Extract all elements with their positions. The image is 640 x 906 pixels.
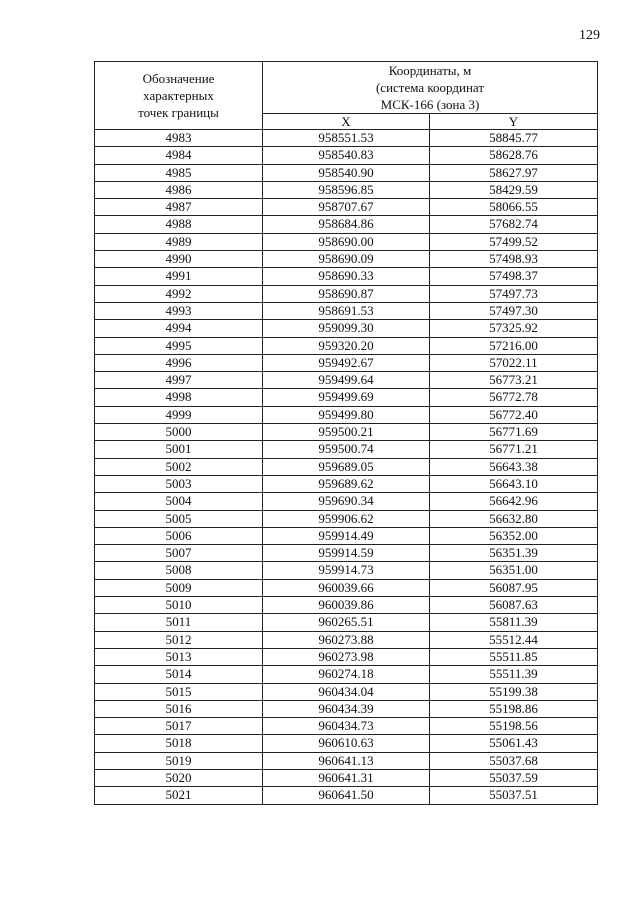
table-row (95, 718, 598, 735)
y-coordinate-cell: 56351.00 (430, 562, 598, 579)
y-coordinate-cell: 58845.77 (430, 130, 598, 147)
x-coordinate-cell: 958551.53 (263, 130, 430, 147)
table-row (95, 735, 598, 752)
y-coordinate-cell: 56643.10 (430, 475, 598, 492)
x-coordinate-cell: 960434.73 (263, 718, 430, 735)
table-row (95, 181, 598, 198)
point-id-cell: 5017 (95, 718, 263, 735)
x-coordinate-cell: 960039.86 (263, 597, 430, 614)
x-coordinate-cell: 959500.21 (263, 424, 430, 441)
x-coordinate-cell: 959689.62 (263, 475, 430, 492)
coord-header-line-1: Координаты, м (388, 63, 472, 78)
table-row (95, 562, 598, 579)
point-id-cell: 4995 (95, 337, 263, 354)
x-coordinate-cell: 958540.83 (263, 147, 430, 164)
x-coordinate-cell: 960641.50 (263, 787, 430, 804)
point-id-cell: 4992 (95, 285, 263, 302)
y-coordinate-cell: 55037.51 (430, 787, 598, 804)
point-id-cell: 5019 (95, 752, 263, 769)
point-id-cell: 4997 (95, 372, 263, 389)
point-id-cell: 4990 (95, 251, 263, 268)
table-row (95, 285, 598, 302)
table-row (95, 424, 598, 441)
point-id-cell: 5015 (95, 683, 263, 700)
y-coordinate-cell: 57216.00 (430, 337, 598, 354)
y-coordinate-cell: 56087.63 (430, 597, 598, 614)
table-row (95, 354, 598, 371)
point-id-cell: 5021 (95, 787, 263, 804)
x-coordinate-cell: 959690.34 (263, 493, 430, 510)
table-row (95, 302, 598, 319)
x-coordinate-cell: 959499.69 (263, 389, 430, 406)
table-row (95, 597, 598, 614)
x-coordinate-cell: 959099.30 (263, 320, 430, 337)
y-coordinate-cell: 56771.21 (430, 441, 598, 458)
table-row (95, 216, 598, 233)
point-id-cell: 5014 (95, 666, 263, 683)
x-coordinate-cell: 958540.90 (263, 164, 430, 181)
y-coordinate-cell: 57022.11 (430, 354, 598, 371)
point-id-cell: 5016 (95, 700, 263, 717)
y-coordinate-cell: 56642.96 (430, 493, 598, 510)
y-coordinate-cell: 57497.30 (430, 302, 598, 319)
y-coordinate-cell: 55512.44 (430, 631, 598, 648)
point-header-line-3: точек границы (138, 105, 219, 120)
table-row (95, 631, 598, 648)
page-number: 129 (579, 28, 600, 43)
y-coordinate-cell: 55199.38 (430, 683, 598, 700)
y-coordinate-cell: 55511.85 (430, 648, 598, 665)
table-row (95, 199, 598, 216)
table-row (95, 337, 598, 354)
point-id-cell: 5003 (95, 475, 263, 492)
y-coordinate-cell: 57498.93 (430, 251, 598, 268)
y-coordinate-cell: 57682.74 (430, 216, 598, 233)
table-row (95, 406, 598, 423)
y-coordinate-cell: 55198.56 (430, 718, 598, 735)
table-row (95, 233, 598, 250)
x-coordinate-cell: 958690.33 (263, 268, 430, 285)
point-id-cell: 4989 (95, 233, 263, 250)
x-coordinate-cell: 959914.49 (263, 527, 430, 544)
point-id-cell: 4988 (95, 216, 263, 233)
coord-header-line-3: МСК-166 (зона 3) (380, 97, 480, 112)
x-coordinate-cell: 958691.53 (263, 302, 430, 319)
x-coordinate-cell: 958690.00 (263, 233, 430, 250)
point-id-cell: 4998 (95, 389, 263, 406)
y-coordinate-cell: 56772.78 (430, 389, 598, 406)
table-row (95, 475, 598, 492)
table-row (95, 268, 598, 285)
point-id-cell: 5004 (95, 493, 263, 510)
y-coordinate-cell: 55511.39 (430, 666, 598, 683)
table-header (95, 62, 598, 130)
y-coordinate-cell: 57498.37 (430, 268, 598, 285)
point-id-cell: 5009 (95, 579, 263, 596)
point-id-cell: 5000 (95, 424, 263, 441)
table-row (95, 441, 598, 458)
point-id-cell: 5005 (95, 510, 263, 527)
x-coordinate-cell: 959689.05 (263, 458, 430, 475)
y-coordinate-cell: 58627.97 (430, 164, 598, 181)
point-id-cell: 5007 (95, 545, 263, 562)
y-coordinate-cell: 57497.73 (430, 285, 598, 302)
table-row (95, 752, 598, 769)
point-id-cell: 4986 (95, 181, 263, 198)
y-coordinate-cell: 56632.80 (430, 510, 598, 527)
x-coordinate-cell: 960641.13 (263, 752, 430, 769)
point-header-line-2: характерных (143, 88, 214, 103)
point-id-cell: 5011 (95, 614, 263, 631)
point-id-cell: 5006 (95, 527, 263, 544)
x-coordinate-cell: 960434.39 (263, 700, 430, 717)
point-id-cell: 4987 (95, 199, 263, 216)
point-id-cell: 5020 (95, 769, 263, 786)
table-row (95, 683, 598, 700)
point-id-cell: 4999 (95, 406, 263, 423)
table-row (95, 614, 598, 631)
point-id-cell: 4996 (95, 354, 263, 371)
table-row (95, 251, 598, 268)
table-row (95, 372, 598, 389)
point-id-cell: 4985 (95, 164, 263, 181)
x-column-header: X (263, 114, 430, 130)
table-row (95, 320, 598, 337)
table-row (95, 666, 598, 683)
table-row (95, 700, 598, 717)
table-row (95, 579, 598, 596)
x-coordinate-cell: 959914.59 (263, 545, 430, 562)
point-id-cell: 4983 (95, 130, 263, 147)
point-id-cell: 5001 (95, 441, 263, 458)
x-coordinate-cell: 960610.63 (263, 735, 430, 752)
point-id-cell: 5010 (95, 597, 263, 614)
table-row (95, 648, 598, 665)
y-coordinate-cell: 57325.92 (430, 320, 598, 337)
y-coordinate-cell: 55037.59 (430, 769, 598, 786)
x-coordinate-cell: 958690.09 (263, 251, 430, 268)
x-coordinate-cell: 958596.85 (263, 181, 430, 198)
table-row (95, 527, 598, 544)
point-id-cell: 5002 (95, 458, 263, 475)
table-row (95, 147, 598, 164)
point-id-cell: 4994 (95, 320, 263, 337)
table-row (95, 458, 598, 475)
coord-header-line-2: (система координат (375, 80, 485, 95)
x-coordinate-cell: 960273.88 (263, 631, 430, 648)
x-coordinate-cell: 959914.73 (263, 562, 430, 579)
x-coordinate-cell: 958684.86 (263, 216, 430, 233)
x-coordinate-cell: 958707.67 (263, 199, 430, 216)
y-coordinate-cell: 55037.68 (430, 752, 598, 769)
table-row (95, 164, 598, 181)
x-coordinate-cell: 959499.64 (263, 372, 430, 389)
x-coordinate-cell: 959500.74 (263, 441, 430, 458)
y-coordinate-cell: 58628.76 (430, 147, 598, 164)
point-designation-header (95, 62, 263, 130)
y-column-header: Y (430, 114, 598, 130)
y-coordinate-cell: 56643.38 (430, 458, 598, 475)
x-coordinate-cell: 959320.20 (263, 337, 430, 354)
x-coordinate-cell: 960265.51 (263, 614, 430, 631)
table-row (95, 510, 598, 527)
y-coordinate-cell: 55811.39 (430, 614, 598, 631)
x-coordinate-cell: 960641.31 (263, 769, 430, 786)
table-row (95, 769, 598, 786)
coordinates-header (263, 62, 598, 114)
x-coordinate-cell: 959499.80 (263, 406, 430, 423)
y-coordinate-cell: 56772.40 (430, 406, 598, 423)
table-body (95, 130, 598, 805)
table-row (95, 389, 598, 406)
point-id-cell: 5018 (95, 735, 263, 752)
x-coordinate-cell: 959906.62 (263, 510, 430, 527)
point-header-line-1: Обозначение (142, 71, 215, 86)
table-row (95, 493, 598, 510)
y-coordinate-cell: 55198.86 (430, 700, 598, 717)
point-id-cell: 5012 (95, 631, 263, 648)
x-coordinate-cell: 958690.87 (263, 285, 430, 302)
point-id-cell: 5008 (95, 562, 263, 579)
y-coordinate-cell: 56771.69 (430, 424, 598, 441)
x-coordinate-cell: 960434.04 (263, 683, 430, 700)
point-id-cell: 4993 (95, 302, 263, 319)
y-coordinate-cell: 56087.95 (430, 579, 598, 596)
table-row (95, 787, 598, 804)
coordinates-table (94, 61, 598, 805)
point-id-cell: 4991 (95, 268, 263, 285)
x-coordinate-cell: 959492.67 (263, 354, 430, 371)
x-coordinate-cell: 960273.98 (263, 648, 430, 665)
y-coordinate-cell: 56352.00 (430, 527, 598, 544)
x-coordinate-cell: 960274.18 (263, 666, 430, 683)
table-row (95, 130, 598, 147)
y-coordinate-cell: 58429.59 (430, 181, 598, 198)
point-id-cell: 4984 (95, 147, 263, 164)
point-id-cell: 5013 (95, 648, 263, 665)
y-coordinate-cell: 57499.52 (430, 233, 598, 250)
y-coordinate-cell: 58066.55 (430, 199, 598, 216)
table-row (95, 545, 598, 562)
x-coordinate-cell: 960039.66 (263, 579, 430, 596)
y-coordinate-cell: 56773.21 (430, 372, 598, 389)
y-coordinate-cell: 55061.43 (430, 735, 598, 752)
y-coordinate-cell: 56351.39 (430, 545, 598, 562)
